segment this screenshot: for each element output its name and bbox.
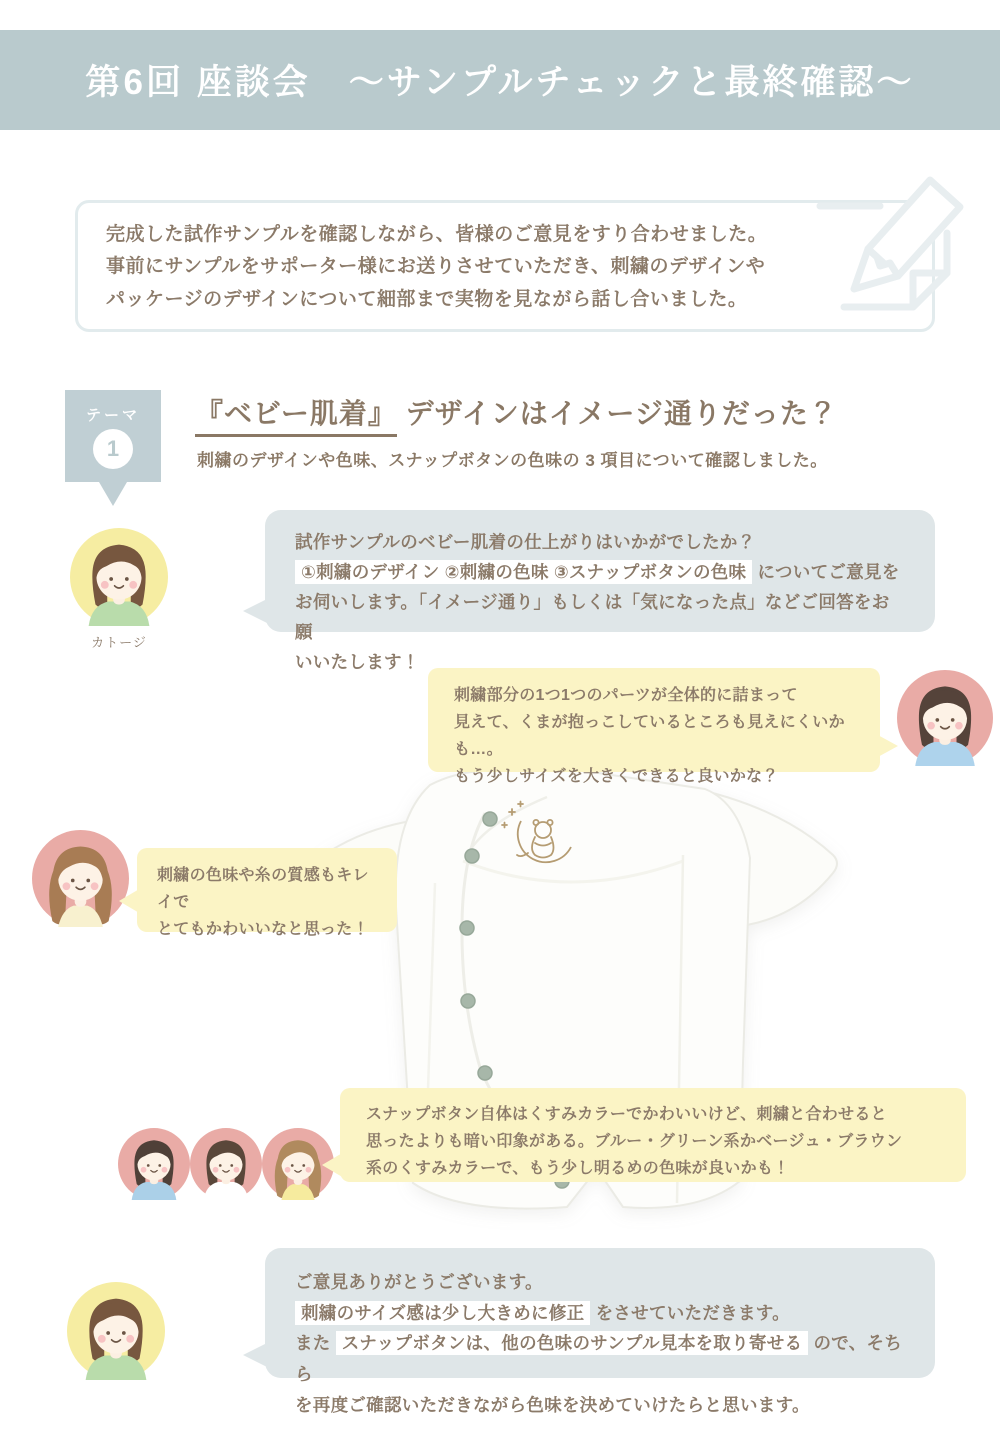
bubble-line: 系のくすみカラーで、もう少し明るめの色味が良いかも！	[366, 1159, 790, 1177]
katoji-face-icon	[67, 1282, 165, 1380]
bubble-line: ①刺繍のデザイン ②刺繍の色味 ③スナップボタンの色味 についてご意見を	[295, 557, 905, 587]
bubble-tail	[876, 734, 898, 758]
bubble-line: 刺繍部分の1つ1つのパーツが全体的に詰まって	[454, 687, 798, 704]
answer-bubble	[265, 1248, 935, 1415]
avatar-katoji	[70, 528, 168, 651]
bubble-tail	[119, 888, 141, 914]
bubble-line: 刺繍のサイズ感は少し大きめに修正 をさせていただきます。	[295, 1298, 905, 1329]
bubble-line: とてもかわいいなと思った！	[157, 920, 369, 938]
theme-badge-label: テーマ	[85, 406, 140, 424]
bubble-line: お伺いします。「イメージ通り」もしくは「気になった点」などご回答をお願	[295, 592, 890, 643]
intro-line: 完成した試作サンプルを確認しながら、皆様のご意見をすり合わせました。	[106, 224, 768, 245]
avatar-katoji-answer	[67, 1282, 165, 1380]
theme-badge	[65, 390, 161, 482]
bubble-tail	[322, 1152, 344, 1178]
bubble-line: を再度ご確認いただきながら色味を決めていけたらと思います。	[295, 1394, 810, 1415]
highlighted-text: 刺繍のサイズ感は少し大きめに修正	[295, 1301, 590, 1325]
bubble-line: 試作サンプルのベビー肌着の仕上がりはいかがでしたか？	[295, 532, 756, 552]
bubble-line: スナップボタン自体はくすみカラーでかわいいけど、刺繍と合わせると	[366, 1106, 887, 1123]
section-subtitle: 刺繍のデザインや色味、スナップボタンの色味の 3 項目について確認しました。	[197, 451, 828, 470]
bubble-line: 思ったよりも暗い印象がある。ブルー・グリーン系かベージュ・ブラウン	[366, 1132, 903, 1150]
bubble-line: また スナップボタンは、他の色味のサンプル見本を取り寄せる ので、そちら	[295, 1333, 903, 1384]
section-title-underlined: 『ベビー肌着』	[195, 398, 397, 437]
highlighted-text: スナップボタンは、他の色味のサンプル見本を取り寄せる	[336, 1331, 809, 1355]
avatar-supporter-2	[32, 830, 129, 927]
bubble-line: もう少しサイズを大きくできると良いかな？	[454, 767, 779, 785]
highlighted-text: ①刺繍のデザイン ②刺繍の色味 ③スナップボタンの色味	[295, 560, 752, 584]
intro-line: パッケージのデザインについて細部まで実物を見ながら話し合いました。	[106, 288, 748, 310]
question-bubble	[265, 510, 935, 673]
feedback-snap-bubble	[340, 1088, 966, 1182]
supporter-face-icon	[118, 1128, 190, 1200]
avatar-supporter-1	[897, 670, 993, 766]
section-title	[195, 392, 838, 432]
avatar-supporter-3	[118, 1128, 190, 1200]
feedback-size-bubble	[428, 668, 880, 785]
section-title-rest: デザインはイメージ通りだった？	[396, 398, 838, 429]
bubble-tail	[243, 1342, 269, 1368]
katoji-face-icon	[70, 528, 168, 626]
intro-line: 事前にサンプルをサポーター様にお送りさせていただき、刺繍のデザインや	[106, 256, 766, 278]
bubble-line: 刺繍の色味や糸の質感もキレイで	[157, 867, 369, 911]
bubble-tail	[243, 598, 269, 624]
header-band	[0, 30, 1000, 130]
pencil-paper-icon	[816, 173, 966, 338]
supporter-face-icon	[897, 670, 993, 766]
bubble-line: 見えて、くまが抱っこしているところも見えにくいかも…。	[454, 713, 845, 758]
bubble-line: いいたします！	[295, 652, 420, 673]
intro-box	[75, 200, 935, 332]
page-title: 第6回 座談会 ～サンプルチェックと最終確認～	[85, 63, 915, 102]
theme-badge-number: 1	[93, 429, 133, 469]
theme-badge-pointer	[99, 482, 127, 506]
speaker-name: カトージ	[91, 635, 147, 650]
supporter-face-icon	[32, 830, 129, 927]
supporter-face-icon	[190, 1128, 262, 1200]
avatar-supporter-4	[190, 1128, 262, 1200]
bubble-line: ご意見ありがとうございます。	[295, 1272, 543, 1292]
feedback-stitch-bubble	[137, 848, 397, 938]
